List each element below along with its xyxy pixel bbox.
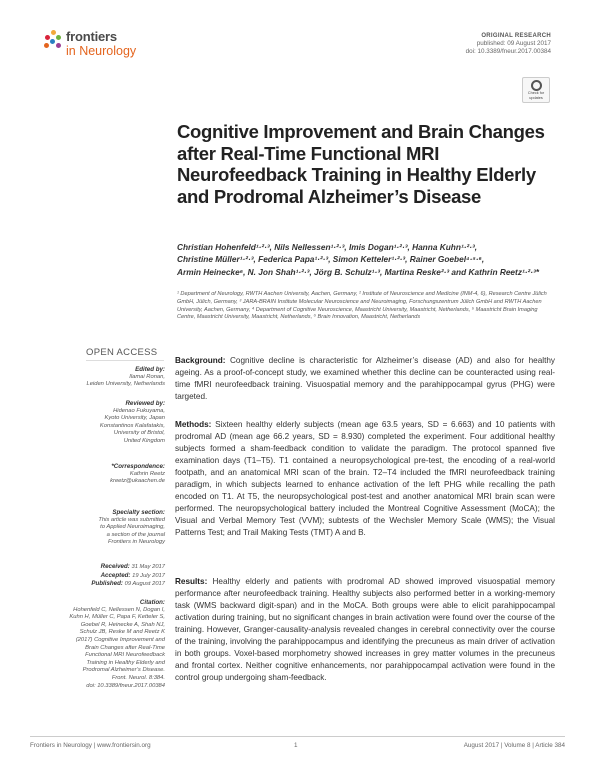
affiliations: ¹ Department of Neurology, RWTH Aachen University, Aachen, Germany, ² Institute of Neuroscience and Medicine (INM-4, 6), Research Centre Jülich GmbH, Jülich, Germany, ³ JARA-BRAIN Institute Molecular Neuroscience and Neuroimaging, Forschungszentrum Jülich GmbH and RWTH Aachen University, Aachen, Germany, ⁴ Department of Cognitive Neuroscience, Maastricht University, Maastricht, Netherlands, ⁵ Maastricht Brain Imaging Centre, Maastricht University, Maastricht, Netherlands, ⁶ Brain Innovation, Maastricht, Netherlands [177,291,547,321]
citation-doi-link[interactable]: doi: 10.3389/fneur.2017.00384 [86,682,165,689]
article-title: Cognitive Improvement and Brain Changes after Real-Time Functional MRI Neurofeedback Training in Healthy Elderly and Prodromal Alzheimer’s Disease [177,121,545,207]
correspondence-email[interactable]: kreetz@ukaachen.de [110,478,165,485]
specialty-section-block: Specialty section: This article was submitted to Applied Neuroimaging, a section of the journal Frontiers in Neurology [98,509,165,546]
doi-link[interactable]: doi: 10.3389/fneur.2017.00384 [465,48,551,55]
section-label: Methods: [175,420,212,429]
divider [86,360,164,361]
abstract-methods: Methods: Sixteen healthy elderly subjects (mean age 63.5 years, SD = 6.663) and 10 patients with prodromal AD (mean age 66.2 years, SD = 8.930) completed the experiment. Four additional healthy subjects formed a sham-feedback condition to validate the paradigm. The protocol spanned five examination days (T1–T5). T1 contained a neuropsychological pre-test, the encoding of a real-world footpath, and an anatomical MRI scan of the brain. T2–T4 included the fMRI neurofeedback training paradigm, in which subjects learned to enhance activation of the left PHG while recalling the path encoded on T1. At T5, the neuropsychological post-test and another anatomical MRI brain scan were performed. The neuropsychological battery included the Montreal Cognitive Assessment (MoCA); the Visual and Verbal Memory Test (VVM); subtests of the Wechsler Memory Scale (WMS); the Visual Patterns Test; and Trail Making Tests (TMT) A and B. [175,420,555,537]
open-access-label: OPEN ACCESS [86,347,158,358]
footer-journal[interactable]: Frontiers in Neurology | www.frontiersin.org [30,742,151,749]
page-number: 1 [294,742,298,749]
article-type: ORIGINAL RESEARCH [481,33,551,39]
published-date: published: 09 August 2017 [476,40,551,47]
logo-word-journal: in Neurology [66,44,137,58]
abstract-results: Results: Healthy elderly and patients with prodromal AD showed improved visuospatial memory performance after neurofeedback training. Healthy subjects also performed better in a working-memory task (WMS backward digit-span) and in the MoCA. Both groups were able to elicit parahippocampal activation during training, but no significant changes in brain activation were found over the course of the training. However, Granger-causality-analysis revealed changes in cerebral connectivity over the course of the training, involving the parahippocampus and identifying the precuneus as main driver of activation in both groups. Voxel-based morphometry showed increases in grey matter volumes in the precuneus and frontal cortex. Neither cognitive enhancements, nor parahippocampal activation were found in the control group undergoing sham-feedback. [175,577,555,682]
footer-issue: August 2017 | Volume 8 | Article 384 [463,742,565,749]
correspondence-block: *Correspondence: Kathrin Reetz kreetz@ukaachen.de [110,463,165,485]
edited-by-block: Edited by: Ilamai Ronan, Leiden University, Netherlands [86,366,165,388]
check-for-updates-badge[interactable]: Check for updates [522,77,550,103]
section-label: Results: [175,577,208,586]
dates-block: Received: 31 May 2017 Accepted: 19 July 2017 Published: 09 August 2017 [91,563,165,588]
author-line: Armin Heinecke⁶, N. Jon Shah¹·²·³, Jörg B. Schulz¹·³, Martina Reske²·³ and Kathrin Reetz¹·²·³* [177,266,540,277]
journal-logo [44,28,174,64]
reviewed-by-block: Reviewed by: Hidenao Fukuyama, Kyoto University, Japan Konstantinos Kalafatakis, University of Bristol, United Kingdom [99,400,165,444]
author-line: Christian Hohenfeld¹·²·³, Nils Nellessen¹·²·³, Imis Dogan¹·²·³, Hanna Kuhn¹·²·³, [177,242,478,252]
logo-word-frontiers: frontiers [66,29,117,44]
article-meta-header [466,32,551,56]
footer-divider [30,736,565,737]
abstract-background: Background: Cognitive decline is characteristic for Alzheimer’s disease (AD) and also for healthy ageing. As a proof-of-concept study, we examined whether this decline can be counteracted using real-time fMRI neurofeedback training. Visuospatial memory and the parahippocampal gyrus (PHG) were targeted. [175,356,556,401]
author-list [177,241,557,278]
author-line: Christine Müller¹·²·³, Federica Papa¹·²·³, Simon Ketteler¹·²·³, Rainer Goebel⁴·⁵·⁶, [177,254,485,265]
citation-block: Citation: Hohenfeld C, Nellessen N, Dogan I, Kuhn H, Müller C, Papa F, Ketteler S, Goebel R, Heinecke A, Shah NJ, Schulz JB, Reske M and Reetz K (2017) Cognitive Improvement and Brain Changes after Real-Time Functional MRI Neurofeedback Training in Healthy Elderly and Prodromal Alzheimer’s Disease. Front. Neurol. 8:384. doi: 10.3389/fneur.2017.00384 [69,599,165,689]
logo-mark-icon [44,30,64,50]
check-updates-icon [531,80,542,91]
section-label: Background: [175,356,226,365]
